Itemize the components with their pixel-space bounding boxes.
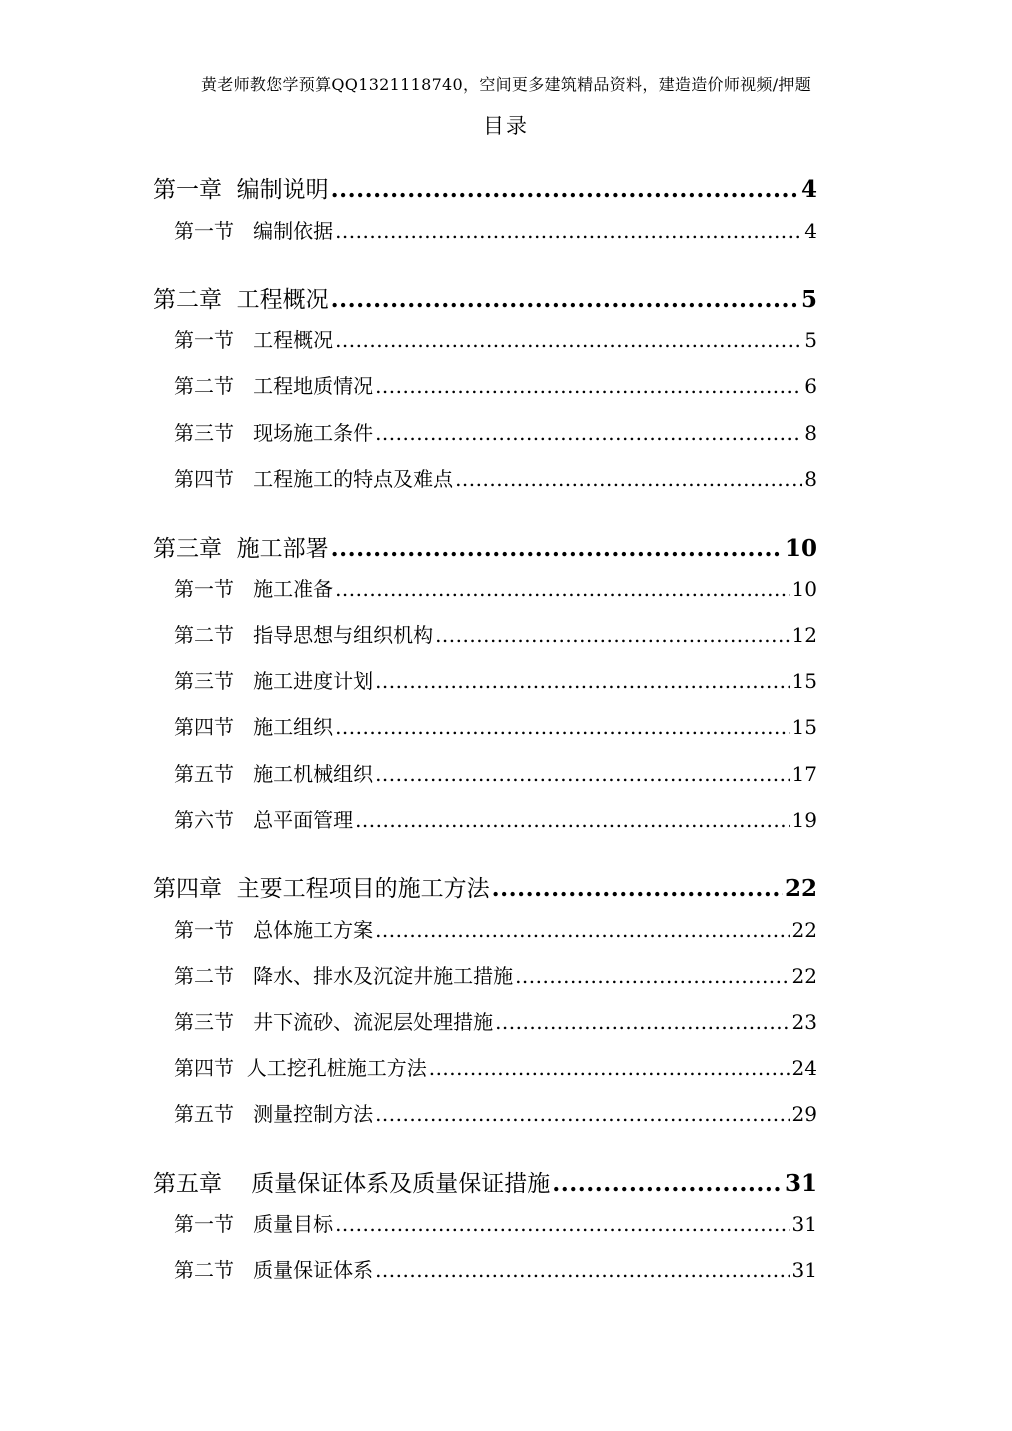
toc-label: 第二节 工程地质情况	[174, 374, 374, 398]
toc-label: 第一节 质量目标	[174, 1212, 334, 1236]
toc-section-2-2[interactable]	[174, 370, 817, 399]
toc-leader-dots	[331, 176, 799, 203]
toc-page-number: 15	[791, 715, 817, 739]
toc-leader-dots	[375, 421, 802, 445]
toc-leader-dots	[335, 715, 789, 739]
toc-page-number: 31	[791, 1212, 817, 1236]
toc-leader-dots	[515, 964, 789, 988]
toc-leader-dots	[375, 918, 789, 942]
toc-page-number: 29	[791, 1102, 817, 1126]
toc-leader-dots	[375, 762, 789, 786]
toc-leader-dots	[335, 219, 802, 243]
toc-section-4-2[interactable]	[174, 960, 817, 989]
toc-leader-dots	[375, 374, 802, 398]
toc-page-number: 8	[804, 421, 817, 445]
toc-section-4-4[interactable]	[174, 1052, 817, 1081]
toc-label: 第一节 施工准备	[174, 577, 334, 601]
toc-chapter-1[interactable]	[153, 171, 817, 204]
toc-section-4-1[interactable]	[174, 914, 817, 943]
toc-section-2-3[interactable]	[174, 417, 817, 446]
toc-leader-dots	[331, 535, 783, 562]
toc-page-number: 24	[791, 1056, 817, 1080]
toc-page-number: 8	[804, 467, 817, 491]
toc-leader-dots	[492, 875, 783, 902]
toc-leader-dots	[335, 1212, 789, 1236]
toc-section-2-4[interactable]	[174, 463, 817, 492]
toc-page-number: 4	[804, 219, 817, 243]
toc-leader-dots	[429, 1056, 790, 1080]
toc-label: 第三章 施工部署	[153, 536, 329, 562]
toc-chapter-3[interactable]	[153, 530, 817, 563]
toc-leader-dots	[375, 669, 789, 693]
toc-title: 目录	[483, 114, 529, 138]
toc-label: 第五节 施工机械组织	[174, 762, 374, 786]
toc-leader-dots	[455, 467, 802, 491]
page-header: 黄老师教您学预算QQ1321118740，空间更多建筑精品资料，建造造价师视频/押题	[200, 75, 812, 94]
toc-label: 第四节 工程施工的特点及难点	[174, 467, 454, 491]
toc-label: 第四章 主要工程项目的施工方法	[153, 876, 490, 902]
toc-page-number: 31	[791, 1258, 817, 1282]
toc-section-5-2[interactable]	[174, 1254, 817, 1283]
toc-label: 第二章 工程概况	[153, 287, 329, 313]
toc-label: 第三节 井下流砂、流泥层处理措施	[174, 1010, 494, 1034]
toc-page-number: 22	[791, 918, 817, 942]
toc-section-3-5[interactable]	[174, 758, 817, 787]
toc-label: 第三节 施工进度计划	[174, 669, 374, 693]
toc-section-3-4[interactable]	[174, 711, 817, 740]
toc-label: 第一节 工程概况	[174, 328, 334, 352]
toc-section-5-1[interactable]	[174, 1208, 817, 1237]
toc-label: 第四节 施工组织	[174, 715, 334, 739]
toc-page-number: 19	[791, 808, 817, 832]
toc-leader-dots	[375, 1102, 789, 1126]
toc-page-number: 22	[791, 964, 817, 988]
toc-chapter-5[interactable]	[153, 1165, 817, 1198]
toc-leader-dots	[355, 808, 789, 832]
toc-leader-dots	[435, 623, 789, 647]
toc-page-number: 5	[804, 328, 817, 352]
toc-label: 第二节 指导思想与组织机构	[174, 623, 434, 647]
toc-label: 第四节 人工挖孔桩施工方法	[174, 1056, 427, 1080]
toc-label: 第五节 测量控制方法	[174, 1102, 374, 1126]
toc-page-number: 12	[791, 623, 817, 647]
toc-page-number: 6	[804, 374, 817, 398]
toc-leader-dots	[552, 1170, 783, 1197]
toc-leader-dots	[335, 577, 789, 601]
toc-label: 第一节 总体施工方案	[174, 918, 374, 942]
toc-leader-dots	[495, 1010, 789, 1034]
toc-page-number: 15	[791, 669, 817, 693]
toc-section-3-3[interactable]	[174, 665, 817, 694]
toc-section-2-1[interactable]	[174, 324, 817, 353]
toc-leader-dots	[335, 328, 802, 352]
toc-section-3-6[interactable]	[174, 804, 817, 833]
toc-section-3-2[interactable]	[174, 619, 817, 648]
toc-chapter-2[interactable]	[153, 281, 817, 314]
toc-section-3-1[interactable]	[174, 573, 817, 602]
toc-page-number: 5	[800, 286, 817, 313]
toc-label: 第二节 降水、排水及沉淀井施工措施	[174, 964, 514, 988]
toc-page-number: 10	[791, 577, 817, 601]
toc-label: 第五章 质量保证体系及质量保证措施	[153, 1171, 551, 1197]
toc-page-number: 10	[784, 535, 817, 562]
toc-section-4-5[interactable]	[174, 1098, 817, 1127]
toc-chapter-4[interactable]	[153, 870, 817, 903]
toc-page-number: 17	[791, 762, 817, 786]
toc-page-number: 31	[784, 1170, 817, 1197]
toc-label: 第三节 现场施工条件	[174, 421, 374, 445]
toc-label: 第一章 编制说明	[153, 177, 329, 203]
toc-page-number: 22	[784, 875, 817, 902]
toc-section-4-3[interactable]	[174, 1006, 817, 1035]
toc-label: 第六节 总平面管理	[174, 808, 354, 832]
toc-label: 第一节 编制依据	[174, 219, 334, 243]
toc-leader-dots	[375, 1258, 789, 1282]
toc-section-1-1[interactable]	[174, 215, 817, 244]
toc-leader-dots	[331, 286, 799, 313]
toc-page-number: 4	[800, 176, 817, 203]
toc-page-number: 23	[791, 1010, 817, 1034]
toc-label: 第二节 质量保证体系	[174, 1258, 374, 1282]
